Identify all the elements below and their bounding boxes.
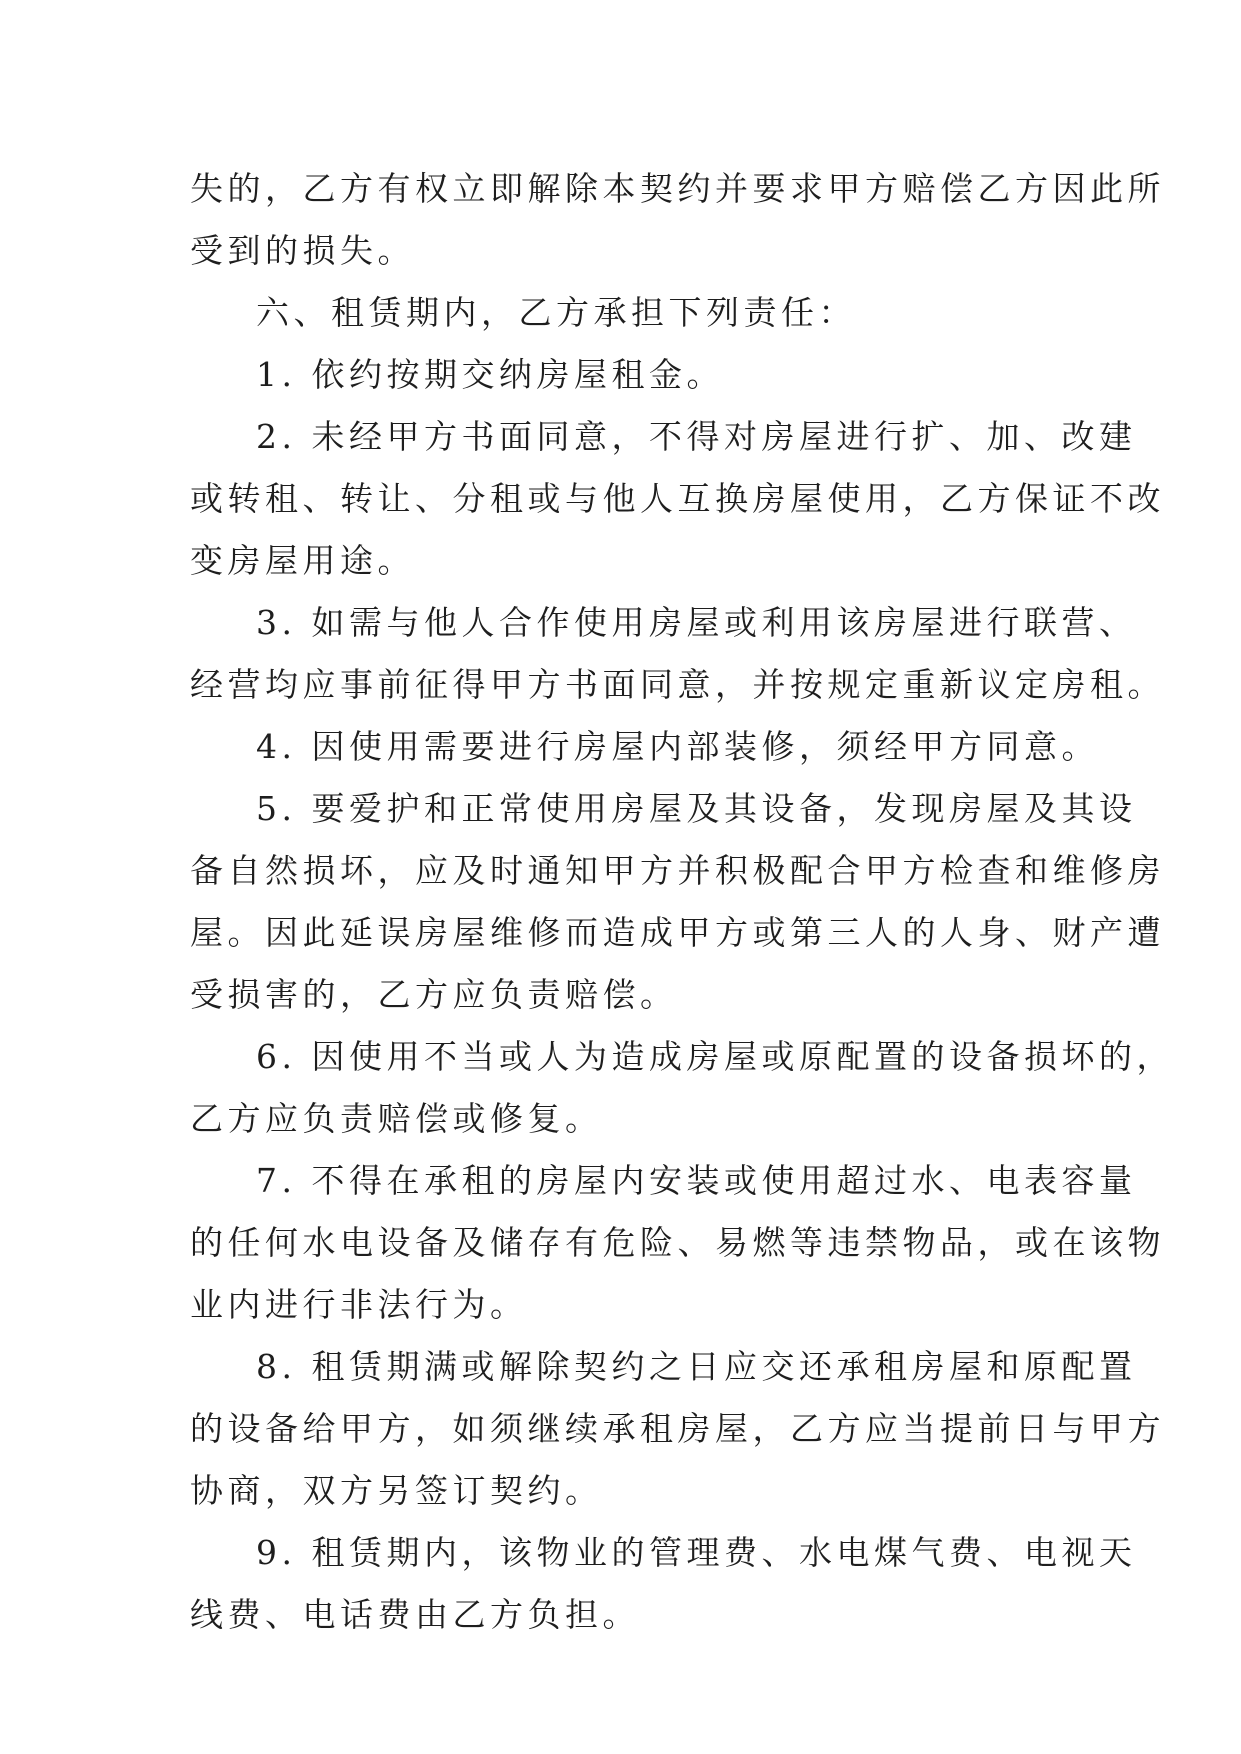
- document-body: [190, 158, 1174, 1646]
- clause-1: 1. 依约按期交纳房屋租金。: [256, 355, 724, 394]
- text-line: 受到的损失。: [190, 231, 415, 270]
- text-line: 变房屋用途。: [190, 541, 415, 580]
- text-line: 受损害的，乙方应负责赔偿。: [190, 975, 678, 1014]
- text-line: 或转租、转让、分租或与他人互换房屋使用，乙方保证不改: [190, 479, 1165, 518]
- text-line: 的任何水电设备及储存有危险、易燃等违禁物品，或在该物: [190, 1223, 1165, 1262]
- clause-8: 8. 租赁期满或解除契约之日应交还承租房屋和原配置: [256, 1347, 1137, 1386]
- section-heading: 六、租赁期内，乙方承担下列责任：: [256, 293, 856, 332]
- text-line: 屋。因此延误房屋维修而造成甲方或第三人的人身、财产遭: [190, 913, 1165, 952]
- text-line: 线费、电话费由乙方负担。: [190, 1595, 640, 1634]
- clause-9: 9. 租赁期内，该物业的管理费、水电煤气费、电视天: [256, 1533, 1137, 1572]
- clause-5: 5. 要爱护和正常使用房屋及其设备，发现房屋及其设: [256, 789, 1137, 828]
- clause-7: 7. 不得在承租的房屋内安装或使用超过水、电表容量: [256, 1161, 1137, 1200]
- clause-3: 3. 如需与他人合作使用房屋或利用该房屋进行联营、: [256, 603, 1137, 642]
- text-line: 乙方应负责赔偿或修复。: [190, 1099, 603, 1138]
- clause-4: 4. 因使用需要进行房屋内部装修，须经甲方同意。: [256, 727, 1099, 766]
- clause-2: 2. 未经甲方书面同意，不得对房屋进行扩、加、改建: [256, 417, 1137, 456]
- text-line: 失的，乙方有权立即解除本契约并要求甲方赔偿乙方因此所: [190, 169, 1165, 208]
- text-line: 协商，双方另签订契约。: [190, 1471, 603, 1510]
- text-line: 备自然损坏，应及时通知甲方并积极配合甲方检查和维修房: [190, 851, 1165, 890]
- text-line: 经营均应事前征得甲方书面同意，并按规定重新议定房租。: [190, 665, 1165, 704]
- clause-6: 6. 因使用不当或人为造成房屋或原配置的设备损坏的，: [256, 1037, 1174, 1076]
- text-line: 的设备给甲方，如须继续承租房屋，乙方应当提前日与甲方: [190, 1409, 1165, 1448]
- text-line: 业内进行非法行为。: [190, 1285, 528, 1324]
